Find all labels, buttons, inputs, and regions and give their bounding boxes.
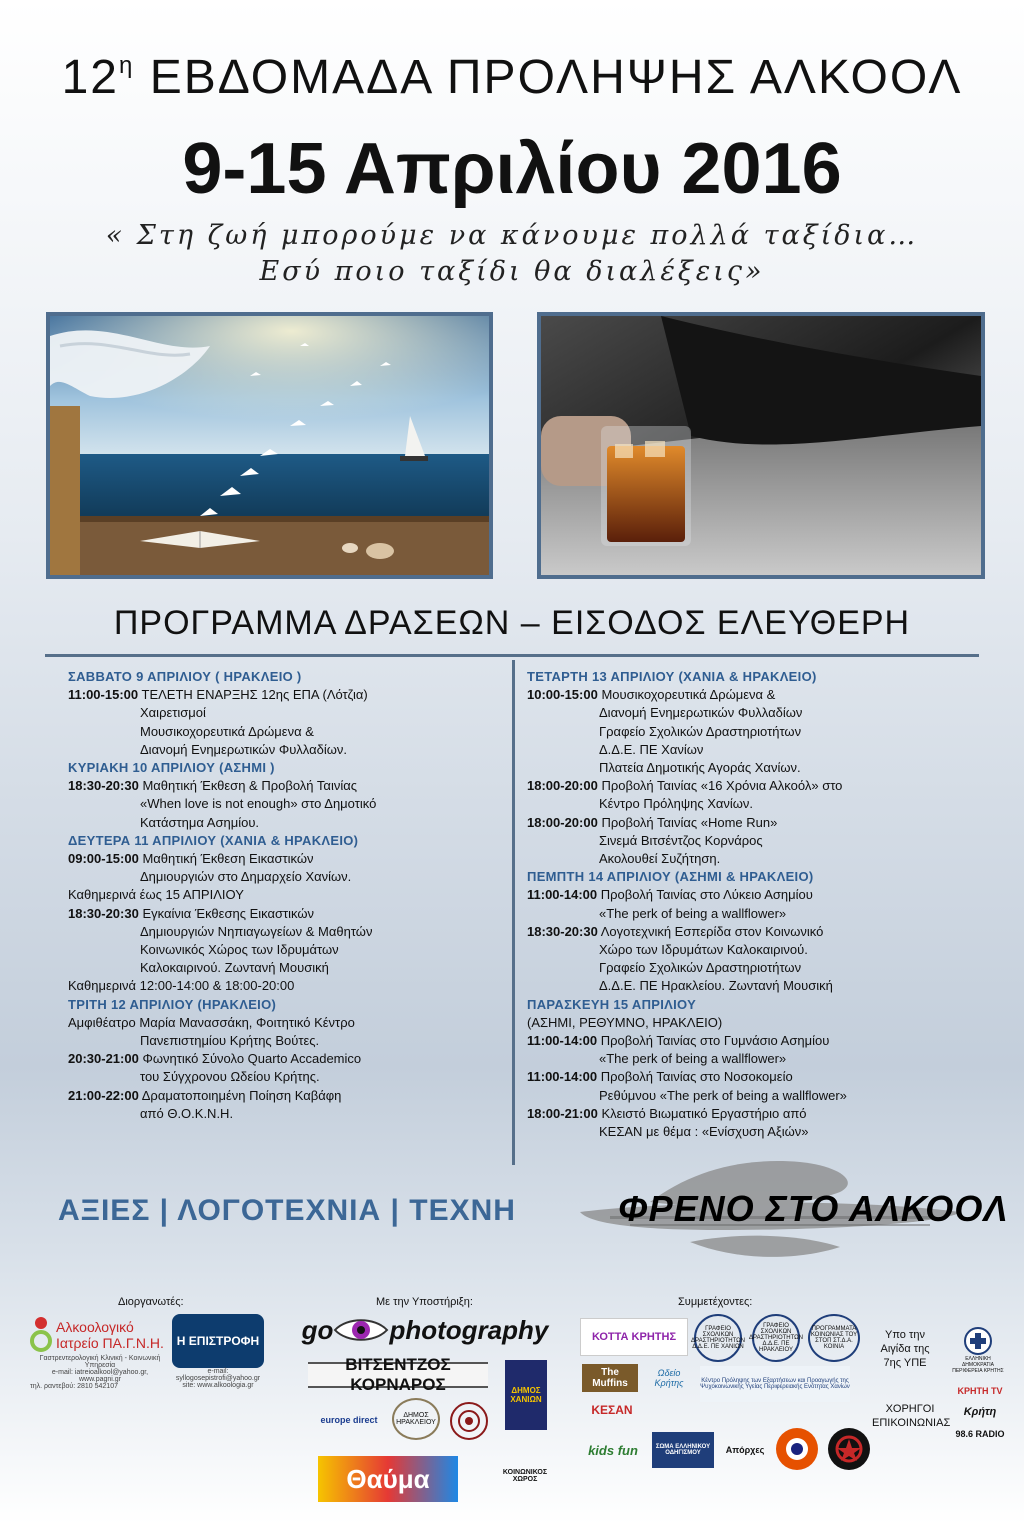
muffins-logo: The Muffins xyxy=(582,1364,638,1392)
clinic-name-line-2: Ιατρείο ΠΑ.Γ.Ν.Η. xyxy=(56,1334,164,1351)
event-time: 11:00-14:00 xyxy=(527,1069,598,1085)
event-dates: 9-15 Απριλίου 2016 xyxy=(182,129,842,209)
clinic-email: e-mail: iatreioalkool@yahoo.gr, www.pagni.gr xyxy=(51,1368,149,1383)
event-time: 21:00-22:00 xyxy=(68,1087,139,1103)
event-time: 10:00-15:00 xyxy=(527,687,598,703)
eye-icon xyxy=(333,1315,389,1345)
brake-slogan: ΦΡΕΝΟ ΣΤΟ ΑΛΚΟΟΛ xyxy=(618,1188,1009,1229)
program-event-detail: Διανομή Ενημερωτικών Φυλλαδίων. xyxy=(140,741,348,757)
program-event xyxy=(68,777,498,795)
clinic-name-line-1: Αλκοολογικό xyxy=(56,1318,134,1335)
program-note: Αμφιθέατρο Μαρία Μανασσάκη, Φοιτητικό Κέντρο xyxy=(68,1014,355,1030)
fire-service-icon xyxy=(776,1428,818,1470)
clinic-emblem-icon xyxy=(30,1315,52,1355)
event-time: 11:00-14:00 xyxy=(527,887,598,903)
auspices-label: Υπο την Αιγίδα της 7ης ΥΠΕ xyxy=(880,1329,930,1369)
vitsentzos-kornaros-logo: ΒΙΤΣΕΝΤΖΟΣ ΚΟΡΝΑΡΟΣ xyxy=(308,1362,488,1388)
clinic-phone: τηλ. ραντεβού: 2810 542107 xyxy=(30,1382,118,1390)
participants-label: Συμμετέχοντες: xyxy=(678,1296,753,1308)
event-description: Δραματοποιημένη Ποίηση Καβάφη xyxy=(141,1087,342,1103)
dimos-irakleiou-logo: ΔΗΜΟΣ ΗΡΑΚΛΕΙΟΥ xyxy=(392,1398,440,1440)
event-description: Λογοτεχνική Εσπερίδα στον Κοινωνικό xyxy=(600,923,824,939)
program-event xyxy=(527,1105,967,1123)
kesan-logo: ΚΕΣΑΝ xyxy=(591,1403,633,1417)
slogan-line-2: Εσύ ποιο ταξίδι θα διαλέξεις» xyxy=(259,256,765,287)
program-event xyxy=(527,814,967,832)
program-event xyxy=(527,886,967,904)
program-event xyxy=(68,905,498,923)
whiskey-glass-image xyxy=(537,312,985,579)
program-event xyxy=(527,923,967,941)
event-time: 18:00-21:00 xyxy=(527,1105,598,1121)
program-event-detail: Πανεπιστημίου Κρήτης Βούτες. xyxy=(140,1033,320,1049)
event-time: 18:00-20:00 xyxy=(527,778,598,794)
program-event-detail: Σινεμά Βιτσέντζος Κορνάρος xyxy=(599,832,763,848)
event-description: Εγκαίνια Έκθεσης Εικαστικών xyxy=(142,905,315,921)
program-day-heading: ΠΑΡΑΣΚΕΥΗ 15 ΑΠΡΙΛΙΟΥ xyxy=(527,996,697,1012)
epistrofi-logo xyxy=(168,1308,268,1394)
event-time: 18:30-20:30 xyxy=(68,905,139,921)
program-day-heading: ΤΡΙΤΗ 12 ΑΠΡΙΛΙΟΥ (ΗΡΑΚΛΕΙΟ) xyxy=(68,996,277,1012)
program-day-heading: ΚΥΡΙΑΚΗ 10 ΑΠΡΙΛΙΟΥ (ΑΣΗΜΙ ) xyxy=(68,760,275,776)
event-description: Μαθητική Έκθεση & Προβολή Ταινίας xyxy=(142,778,357,794)
program-heading: ΠΡΟΓΡΑΜΜΑ ΔΡΑΣΕΩΝ – ΕΙΣΟΔΟΣ ΕΛΕΥΘΕΡΗ xyxy=(113,604,911,642)
program-event xyxy=(527,1032,967,1050)
epistrofi-site: site: www.alkoologia.gr xyxy=(182,1381,254,1389)
column-divider xyxy=(512,660,515,1165)
kataka-emblem-icon xyxy=(828,1428,870,1470)
program-event-detail: «The perk of being a wallflower» xyxy=(599,1051,787,1067)
values-tagline: ΑΞΙΕΣ | ΛΟΓΟΤΕΧΝΙΑ | ΤΕΧΝΗ xyxy=(58,1194,516,1227)
program-event-detail: Διανομή Ενημερωτικών Φυλλαδίων xyxy=(599,705,803,721)
program-event xyxy=(68,1087,498,1105)
epistrofi-name: Η ΕΠΙΣΤΡΟΦΗ xyxy=(172,1314,264,1368)
kentro-prolipsis-logo: Κέντρο Πρόληψης των Εξαρτήσεων και Προαγωγής της Ψυχοκοινωνικής Υγείας Περιφερειακής Ενότητας Χανίων xyxy=(700,1366,850,1402)
program-event-detail: «The perk of being a wallflower» xyxy=(599,905,787,921)
event-description: Προβολή Ταινίας «Home Run» xyxy=(601,814,778,830)
periferia-text: ΕΛΛΗΝΙΚΗ ΔΗΜΟΚΡΑΤΙΑ ΠΕΡΙΦΕΡΕΙΑ ΚΡΗΤΗΣ xyxy=(952,1356,1004,1374)
program-day-heading: ΔΕΥΤΕΡΑ 11 ΑΠΡΙΛΙΟΥ (ΧΑΝΙΑ & ΗΡΑΚΛΕΙΟ) xyxy=(68,832,359,848)
program-event-detail: του Σύγχρονου Ωδείου Κρήτης. xyxy=(140,1069,320,1085)
slogan-line-1: « Στη ζωή μπορούμε να κάνουμε πολλά ταξίδια… xyxy=(105,220,919,251)
grafeio-chanion-logo: ΓΡΑΦΕΙΟ ΣΧΟΛΙΚΩΝ ΔΡΑΣΤΗΡΙΟΤΗΤΩΝ Δ.Δ.Ε. ΠΕ ΧΑΝΙΩΝ xyxy=(694,1314,742,1362)
program-event-detail: Μουσικοχορευτικά Δρώμενα & xyxy=(140,723,314,739)
program-event xyxy=(68,686,498,704)
aporixe-logo: Απόρχες xyxy=(725,1445,765,1455)
program-event-detail: ΚΕΣΑΝ με θέμα : «Ενίσχυση Αξιών» xyxy=(599,1124,809,1140)
program-note: (ΑΣΗΜΙ, ΡΕΘΥΜΝΟ, ΗΡΑΚΛΕΙΟ) xyxy=(527,1014,723,1030)
programmata-logo: ΠΡΟΓΡΑΜΜΑΤΑ ΚΟΙΝΩΝΙΑΣ ΤΟΥ ΣΤΟΠ ΣΤ.Δ.Α. ΚΟΙΝΙΑ xyxy=(808,1314,860,1362)
go-prefix: go xyxy=(301,1314,334,1345)
program-event xyxy=(527,777,967,795)
program-event-detail: Δημιουργιών Νηπιαγωγείων & Μαθητών xyxy=(140,923,373,939)
program-column-right xyxy=(527,668,967,1141)
event-description: Προβολή Ταινίας «16 Χρόνια Αλκοόλ» στο xyxy=(601,778,843,794)
kotta-kritis-logo: ΚΟΤΤΑ ΚΡΗΤΗΣ xyxy=(580,1318,688,1356)
program-day-heading: ΠΕΜΠΤΗ 14 ΑΠΡΙΛΙΟΥ (ΑΣΗΜΙ & ΗΡΑΚΛΕΙΟ) xyxy=(527,869,814,885)
program-event-detail: Καλοκαιρινού. Ζωντανή Μουσική xyxy=(140,960,329,976)
event-time: 18:00-20:00 xyxy=(527,814,598,830)
event-time: 09:00-15:00 xyxy=(68,851,139,867)
support-label: Με την Υποστήριξη: xyxy=(376,1296,473,1308)
program-event-detail: Χαιρετισμοί xyxy=(140,705,206,721)
thavma-logo: Θαύμα xyxy=(318,1456,458,1502)
program-event-detail: Πλατεία Δημοτικής Αγοράς Χανίων. xyxy=(599,760,801,776)
program-event-detail: Δ.Δ.Ε. ΠΕ Χανίων xyxy=(599,741,704,757)
program-divider xyxy=(45,654,979,657)
program-day-heading: ΣΑΒΒΑΤΟ 9 ΑΠΡΙΛΙΟΥ ( ΗΡΑΚΛΕΙΟ ) xyxy=(68,669,302,684)
kriti-newspaper-logo: Κρήτη xyxy=(963,1406,997,1418)
title-number: 12 xyxy=(61,51,119,104)
program-event-detail: από Θ.Ο.Κ.Ν.Η. xyxy=(140,1105,234,1121)
program-event-detail: Ρεθύμνου «The perk of being a wallflower» xyxy=(599,1087,847,1103)
program-event-detail: Δημιουργιών στο Δημαρχείο Χανίων. xyxy=(140,869,352,885)
event-description: Προβολή Ταινίας στο Νοσοκομείο xyxy=(600,1069,793,1085)
program-event-detail: Κέντρο Πρόληψης Χανίων. xyxy=(599,796,754,812)
dimos-chanion-logo: ΔΗΜΟΣ ΧΑΝΙΩΝ xyxy=(505,1360,547,1430)
media-sponsors-label: ΧΟΡΗΓΟΙ ΕΠΙΚΟΙΝΩΝΙΑΣ xyxy=(872,1403,951,1429)
go-photography-logo xyxy=(300,1310,550,1350)
program-note: Καθημερινά έως 15 ΑΠΡΙΛΙΟΥ xyxy=(68,887,244,903)
program-event-detail: «When love is not enough» στο Δημοτικό xyxy=(140,796,377,812)
program-event-detail: Ακολουθεί Συζήτηση. xyxy=(599,851,721,867)
program-day-heading: ΤΕΤΑΡΤΗ 13 ΑΠΡΙΛΙΟΥ (ΧΑΝΙΑ & ΗΡΑΚΛΕΙΟ) xyxy=(527,669,817,684)
program-event-detail: Δ.Δ.Ε. ΠΕ Ηρακλείου. Ζωντανή Μουσική xyxy=(599,978,833,994)
organizers-label: Διοργανωτές: xyxy=(118,1296,184,1308)
event-time: 20:30-21:00 xyxy=(68,1051,139,1067)
program-event xyxy=(527,686,967,704)
kids-fun-logo: kids fun xyxy=(588,1442,638,1458)
event-description: Μαθητική Έκθεση Εικαστικών xyxy=(142,851,314,867)
event-description: Μουσικοχορευτικά Δρώμενα & xyxy=(601,687,776,703)
program-event xyxy=(68,1050,498,1068)
program-column-left xyxy=(68,668,498,1123)
event-time: 18:30-20:30 xyxy=(527,923,598,939)
program-note: Καθημερινά 12:00-14:00 & 18:00-20:00 xyxy=(68,978,295,994)
title-text: ΕΒΔΟΜΑΔΑ ΠΡΟΛΗΨΗΣ ΑΛΚΟΟΛ xyxy=(149,51,963,104)
event-description: Προβολή Ταινίας στο Γυμνάσιο Ασημίου xyxy=(600,1033,830,1049)
radio-logo: 98.6 RADIO xyxy=(955,1429,1005,1439)
event-time: 11:00-14:00 xyxy=(527,1033,598,1049)
title-superscript: η xyxy=(119,52,135,79)
soma-odigismou-logo: ΣΩΜΑ ΕΛΛΗΝΙΚΟΥ ΟΔΗΓΙΣΜΟΥ xyxy=(652,1432,714,1468)
koinonikos-choros-logo: ΚΟΙΝΩΝΙΚΟΣ ΧΩΡΟΣ xyxy=(502,1469,548,1483)
alcohol-clinic-logo xyxy=(30,1312,170,1392)
odeio-kritis-logo: Ωδείο Κρήτης xyxy=(654,1368,684,1388)
event-time: 18:30-20:30 xyxy=(68,778,139,794)
program-event-detail: Κατάστημα Ασημίου. xyxy=(140,814,260,830)
sea-painting-image xyxy=(46,312,493,579)
greek-emblem-icon xyxy=(963,1326,993,1356)
epistrofi-email: e-mail: syllogosepistrofi@yahoo.gr xyxy=(175,1367,261,1382)
grafeio-irakleiou-logo: ΓΡΑΦΕΙΟ ΣΧΟΛΙΚΩΝ ΔΡΑΣΤΗΡΙΟΤΗΤΩΝ Δ.Δ.Ε. ΠΕ ΗΡΑΚΛΕΙΟΥ xyxy=(752,1314,800,1362)
clinic-department: Γαστρεντερολογική Κλινική - Κοινωνική Υπηρεσία xyxy=(39,1354,161,1369)
program-event-detail: Κοινωνικός Χώρος των Ιδρυμάτων xyxy=(140,942,339,958)
periferia-kritis-logo xyxy=(950,1322,1006,1378)
event-description: Προβολή Ταινίας στο Λύκειο Ασημίου xyxy=(600,887,813,903)
event-description: Φωνητικό Σύνολο Quarto Accademico xyxy=(142,1051,362,1067)
event-description: ΤΕΛΕΤΗ ΕΝΑΡΞΗΣ 12ης ΕΠΑ (Λότζια) xyxy=(141,687,368,703)
event-description: Κλειστό Βιωματικό Εργαστήριο από xyxy=(601,1105,807,1121)
program-event-detail: Χώρο των Ιδρυμάτων Καλοκαιρινού. xyxy=(599,942,808,958)
europe-direct-logo: europe direct xyxy=(320,1415,378,1425)
poster-title xyxy=(0,50,1024,105)
program-event xyxy=(527,1068,967,1086)
slogan-quote xyxy=(0,218,1024,290)
photography-text: photography xyxy=(389,1314,549,1345)
university-seal-icon xyxy=(450,1402,488,1440)
program-event-detail: Γραφείο Σχολικών Δραστηριοτήτων xyxy=(599,723,802,739)
kriti-tv-logo: ΚΡΗΤΗ TV xyxy=(957,1386,1003,1396)
event-time: 11:00-15:00 xyxy=(68,687,139,703)
program-event-detail: Γραφείο Σχολικών Δραστηριοτήτων xyxy=(599,960,802,976)
program-event xyxy=(68,850,498,868)
